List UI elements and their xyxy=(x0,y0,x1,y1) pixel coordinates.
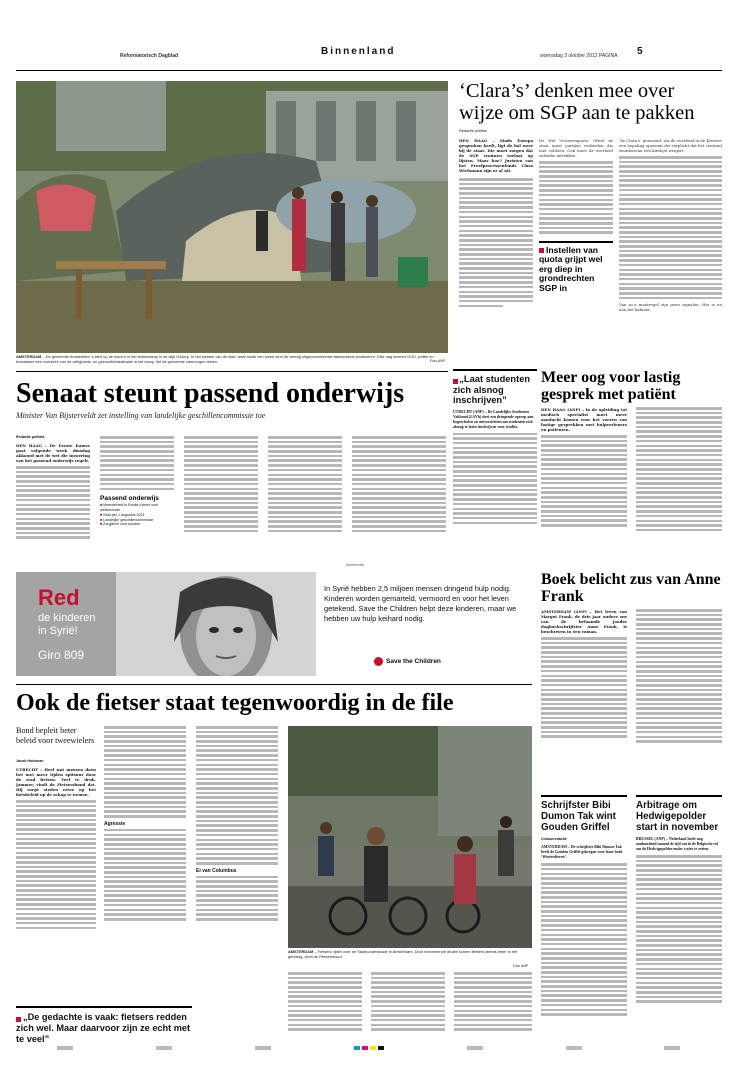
senaat-col4 xyxy=(268,436,342,532)
fiets-col2-lines-b xyxy=(104,829,186,921)
studenten-lead: UTRECHT (ANP) – De Landelijke Studenten Vakbond (LSVb) doet een dringende oproep aan hogescholen en universiteiten om studenten zich alsnog te laten inschrijven voor studies. xyxy=(453,409,534,429)
color-swatch xyxy=(370,1046,376,1050)
frank-col1 xyxy=(541,609,627,738)
fiets-rule xyxy=(16,684,532,685)
clara-byline: Redactie politiek xyxy=(459,129,487,133)
clara-lead: DEN HAAG – Sinds Europa gesproken heeft, ligt de bal weer bij de staat. Die moet zorgen dat de SGP vrouwen toelaat op lijsten. Maar hoe? Juristen van het Proefprocessenfonds Clara Wichmann zijn er al uit. xyxy=(459,138,533,173)
lastig-lead: DEN HAAG (ANP) – In de opleiding tot medisch specialist moet meer aandacht komen voor het voeren van lastige gesprekken met hulpverleners en patiënten. xyxy=(541,407,627,432)
senaat-col5-lines xyxy=(352,436,446,532)
senaat-col2-lines xyxy=(100,436,174,490)
camp-caption-text: – De gemeente Amsterdam ’s alert op de risico’s in het tentenkamp in de wijk Osdorp. In het westen van de stad, waar sinds een week rond de veertig uitgeprocedeerde asielzoekers bivakkeren. Elke dag leveren GGD, politie en brandweer een overzicht van de veiligheids- en gezondheidssituatie in het kamp, liet de gemeente vanmorgen weten. xyxy=(16,354,434,364)
bike-caption-place: AMSTERDAM xyxy=(288,949,314,954)
senaat-rule xyxy=(16,371,448,372)
ad-tag: (Advertentie) xyxy=(346,563,365,567)
fiets-kicker: Bond bepleit beter beleid voor tweewielers xyxy=(16,726,95,745)
senaat-col4-lines xyxy=(268,436,342,532)
clara-col2-text: De Wet Vrouwenquota. Ofwel de staat moet partijen verbieden die niet voldoen. Ook moet de overheid subsidie intrekken. xyxy=(539,138,613,158)
lastig-col2-lines xyxy=(636,407,722,531)
camp-photo-credit: Foto ANP xyxy=(430,359,445,363)
ad-body: In Syrië hebben 2,5 miljoen mensen dringend hulp nodig. Kinderen worden gemarteld, vermoord en voor het leven getekend. Save the Children helpt deze kinderen, maar we hebben uw hulp keihard nodig. xyxy=(324,584,517,623)
fiets-lead: UTRECHT – Heel wat mensen doen het met meer tijden spitsuur door de stad fietsen. Veel te druk. Jammer, vindt de Fietsersbond dat. Hij roept steden ertoe op het fietsbeleid op de schop te nemen. xyxy=(16,767,96,797)
fiets-pull-quote: „De gedachte is vaak: fietsers redden zich wel. Maar daarvoor zijn ze echt met te veel” xyxy=(16,1012,191,1044)
fiets-col3-lines-b xyxy=(196,876,278,921)
ad-line1: de kinderen xyxy=(38,612,96,624)
color-swatch xyxy=(378,1046,384,1050)
color-swatch xyxy=(362,1046,368,1050)
clara-quote-box xyxy=(539,241,613,294)
square-bullet-icon xyxy=(16,1017,21,1022)
fiets-col5-lines xyxy=(371,972,445,1031)
registration-mark xyxy=(57,1046,73,1050)
fiets-col1-lines xyxy=(16,800,96,929)
color-swatch xyxy=(354,1046,360,1050)
bike-photo xyxy=(288,726,532,948)
senaat-box-item: ■ Meerderheid in Eerste Kamer voor wetsvoorstel xyxy=(100,503,159,512)
registration-mark xyxy=(467,1046,483,1050)
fiets-col6-lines xyxy=(454,972,532,1031)
senaat-col2 xyxy=(100,436,174,527)
arbitrage-lead: BRUSSEL (ANP) – Nederland heeft nog aanhoudend maand de tijd om in de Belgische rol om de Hedwigepolder onder water te zetten. xyxy=(636,837,719,851)
ad-logo: Save the Children xyxy=(374,657,441,666)
save-the-children-icon xyxy=(374,657,383,666)
senaat-headline: Senaat steunt passend onderwijs xyxy=(16,378,405,409)
clara-col2 xyxy=(539,138,613,293)
fiets-quote-box xyxy=(16,1006,192,1045)
bike-caption-text: – Fietsers rijden over de Stadhouderskade in Amsterdam. Door toenemende drukte komen fietsers steeds meer in het gedrang, vindt de Fietsersbond. xyxy=(288,949,518,959)
senaat-col1 xyxy=(16,443,90,539)
square-bullet-icon xyxy=(539,248,544,253)
senaat-subhead: Minister Van Bijsterveldt zet instelling van landelijke geschillencommissie toe xyxy=(16,411,266,420)
page-number: 5 xyxy=(637,46,643,57)
clara-col4 xyxy=(619,138,722,312)
clara-headline: ‘Clara’s’ denken mee over wijze om SGP aan te pakken xyxy=(459,80,695,124)
senaat-col5 xyxy=(352,436,446,532)
paper-name: Reformatorisch Dagblad xyxy=(120,53,179,59)
camp-caption-place: AMSTERDAM xyxy=(16,354,42,359)
fiets-col4-lines xyxy=(288,972,362,1031)
square-bullet-icon xyxy=(453,379,458,384)
ad-line2: in Syrië! xyxy=(38,625,78,637)
arbitrage-block xyxy=(636,795,722,1003)
frank-lead: AMSTERDAM (ANP) – Het leven van Margot Frank, de drie jaar oudere zus van de befaamde Joodse dagboekschrijfster Anne Frank, is beschreven in een roman. xyxy=(541,609,627,634)
senaat-col3 xyxy=(184,436,258,532)
fiets-subhead-agressie: Agressie xyxy=(104,820,126,827)
camp-photo xyxy=(16,81,448,353)
senaat-byline: Redactie politiek xyxy=(16,435,45,439)
lastig-col1 xyxy=(541,407,627,527)
ad-banner[interactable] xyxy=(16,572,532,676)
senaat-lead: DEN HAAG – De Eerste Kamer gaat volgende week dinsdag akkoord met de wet die invoering van het passend onderwijs regelt. xyxy=(16,443,90,463)
lastig-col2 xyxy=(636,407,722,531)
section-title: Binnenland xyxy=(321,46,396,57)
fiets-col3-lines-a xyxy=(196,726,278,865)
clara-col1 xyxy=(459,138,533,307)
ad-title: Red xyxy=(38,585,80,610)
frank-col1-lines xyxy=(541,637,627,738)
clara-col1-text xyxy=(459,178,533,307)
fiets-col3 xyxy=(196,726,278,921)
fiets-col5-lower xyxy=(371,972,445,1031)
lastig-headline: Meer oog voor lastig gesprek met patiënt xyxy=(541,369,681,403)
camp-photo-art xyxy=(16,81,448,353)
ad-giro: Giro 809 xyxy=(38,648,85,662)
registration-mark xyxy=(255,1046,271,1050)
fiets-col1 xyxy=(16,767,96,929)
clara-col4-text: ‘de Clara’s’ genoemd– als de overheid in de Kieswet een bepaling opneemt die verplicht dat het centraal stembureau een kieslijst weigert. xyxy=(619,138,722,153)
bibi-block xyxy=(541,795,627,1016)
fiets-subhead-ei: Ei van Columbus xyxy=(196,867,237,874)
bibi-byline: Cultuurredactie xyxy=(541,837,567,841)
frank-col2-lines xyxy=(636,609,722,743)
senaat-box-item: ■ Zorgplicht voor scholen xyxy=(100,522,141,527)
issue-date: woensdag 3 oktober 2012 PAGINA xyxy=(540,53,618,59)
clara-col4-lines xyxy=(619,156,722,299)
fiets-headline: Ook de fietser staat tegenwoordig in de file xyxy=(16,690,454,716)
bibi-lead: AMSTERDAM – De schrijfster Bibi Dumon Tak heeft de Gouden Griffel gekregen voor haar boek ‘Winterdieren’. xyxy=(541,845,623,860)
bike-photo-caption xyxy=(288,950,518,960)
fiets-col6-lower xyxy=(454,972,532,1031)
clara-pull-quote: Instellen van quota grijpt wel erg diep in grondrechten SGP in xyxy=(539,244,603,293)
frank-headline: Boek belicht zus van Anne Frank xyxy=(541,571,721,605)
bibi-headline: Schrijfster Bibi Dumon Tak wint Gouden Griffel xyxy=(541,800,616,833)
studenten-lines xyxy=(453,433,537,525)
senaat-info-box xyxy=(100,495,174,527)
senaat-box-title: Passend onderwijs xyxy=(100,495,159,503)
frank-col2 xyxy=(636,609,722,743)
lastig-col1-lines xyxy=(541,435,627,527)
masthead-rule xyxy=(16,70,722,71)
fiets-col2-lines-a xyxy=(104,726,186,818)
bike-photo-art xyxy=(288,726,532,948)
registration-mark xyxy=(156,1046,172,1050)
camp-photo-caption xyxy=(16,355,436,365)
registration-mark xyxy=(664,1046,680,1050)
senaat-col1-lines xyxy=(16,466,90,539)
fiets-col4-lower xyxy=(288,972,362,1031)
footer-marks xyxy=(16,1046,722,1052)
arbitrage-lines xyxy=(636,855,722,1003)
bibi-lines xyxy=(541,863,627,1016)
clara-col3-text: Van zo’n maatregel zijn geen signalen. Het is nu aan het kabinet. xyxy=(619,302,722,313)
arbitrage-headline: Arbitrage om Hedwigepolder start in november xyxy=(636,800,719,833)
bike-photo-credit: Foto ANP xyxy=(513,964,528,968)
studenten-block xyxy=(453,369,537,524)
color-bar xyxy=(354,1046,384,1052)
registration-mark xyxy=(566,1046,582,1050)
clara-col2-lines xyxy=(539,161,613,234)
senaat-box-item: ■ Landelijke geschillencommissie xyxy=(100,517,154,522)
fiets-col2 xyxy=(104,726,186,921)
senaat-box-item: ■ Start per 1 augustus 2014 xyxy=(100,512,145,517)
masthead xyxy=(16,46,722,68)
senaat-col3-lines xyxy=(184,436,258,532)
fiets-byline: Jacob Hoekman xyxy=(16,759,44,763)
studenten-headline: „Laat studenten zich alsnog inschrijven” xyxy=(453,374,531,405)
